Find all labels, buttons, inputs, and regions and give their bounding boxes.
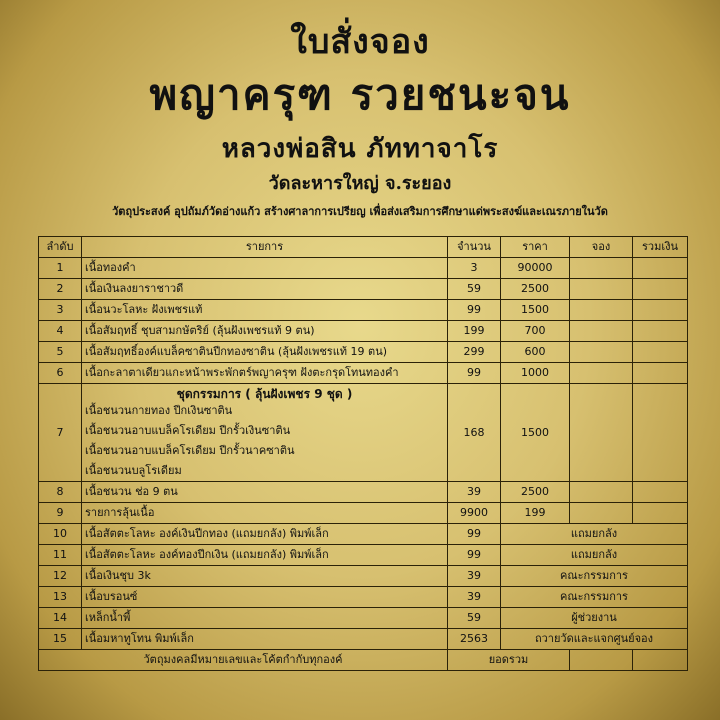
table-row (39, 279, 688, 300)
row-qty: 3 (448, 258, 501, 279)
row-no: 11 (39, 545, 82, 566)
row-item: เนื้อสัตตะโลหะ องค์ทองปีกเงิน (แถมยกลัง) พิมพ์เล็ก (82, 545, 448, 566)
row-qty: 199 (448, 321, 501, 342)
footer-note: วัตถุมงคลมีหมายเลขและโค้ตกำกับทุกองค์ (39, 650, 448, 671)
row-item: เนื้อมหาทูโทน พิมพ์เล็ก (82, 629, 448, 650)
table-row (39, 258, 688, 279)
row-no: 4 (39, 321, 82, 342)
row-item: เนื้อชนวน ช่อ 9 ตน (82, 482, 448, 503)
row-note: คณะกรรมการ (501, 566, 688, 587)
row-price: 199 (501, 503, 570, 524)
total-cell[interactable] (633, 384, 688, 482)
grand-total-cell[interactable] (633, 650, 688, 671)
row-no: 7 (39, 384, 82, 482)
row-no: 9 (39, 503, 82, 524)
table-row (39, 629, 688, 650)
row-qty: 299 (448, 342, 501, 363)
total-cell[interactable] (633, 258, 688, 279)
row-no: 15 (39, 629, 82, 650)
header-no: ลำดับ (39, 237, 82, 258)
table-row-set (39, 384, 688, 482)
form-title: ใบสั่งจอง (290, 22, 430, 62)
total-cell[interactable] (633, 300, 688, 321)
row-item: เหล็กน้ำพี้ (82, 608, 448, 629)
row-qty: 168 (448, 384, 501, 482)
row-no: 3 (39, 300, 82, 321)
row-no: 2 (39, 279, 82, 300)
set-title: ชุดกรรมการ ( ลุ้นฝังเพชร 9 ชุด ) (176, 387, 353, 401)
total-cell[interactable] (633, 342, 688, 363)
row-no: 5 (39, 342, 82, 363)
set-line: เนื้อชนวนบลูโรเดียม (85, 464, 182, 477)
table-row (39, 587, 688, 608)
row-no: 12 (39, 566, 82, 587)
row-price: 1000 (501, 363, 570, 384)
header-total: รวมเงิน (633, 237, 688, 258)
row-no: 13 (39, 587, 82, 608)
row-price: 600 (501, 342, 570, 363)
table-row (39, 321, 688, 342)
table-row (39, 482, 688, 503)
order-table (38, 236, 688, 671)
row-qty: 39 (448, 566, 501, 587)
table-row (39, 342, 688, 363)
reserve-cell[interactable] (570, 300, 633, 321)
row-price: 1500 (501, 384, 570, 482)
set-line: เนื้อชนวนอาบแบล็คโรเดียม ปีกรั้วนาคซาติน (85, 444, 295, 457)
reserve-cell[interactable] (570, 258, 633, 279)
row-no: 8 (39, 482, 82, 503)
table-header-row (39, 237, 688, 258)
total-cell[interactable] (633, 503, 688, 524)
row-qty: 99 (448, 300, 501, 321)
row-item: เนื้อทองคำ (82, 258, 448, 279)
row-qty: 99 (448, 524, 501, 545)
row-qty: 39 (448, 482, 501, 503)
row-item: เนื้อนวะโลหะ ฝังเพชรแท้ (82, 300, 448, 321)
header-reserve: จอง (570, 237, 633, 258)
row-item: เนื้อเงินชุบ 3k (82, 566, 448, 587)
row-price: 700 (501, 321, 570, 342)
set-line: เนื้อชนวนกายทอง ปีกเงินซาติน (85, 404, 233, 417)
reserve-cell[interactable] (570, 482, 633, 503)
row-item: เนื้อบรอนซ์ (82, 587, 448, 608)
row-qty: 9900 (448, 503, 501, 524)
row-note: คณะกรรมการ (501, 587, 688, 608)
total-cell[interactable] (633, 321, 688, 342)
total-label: ยอดรวม (448, 650, 570, 671)
row-qty: 99 (448, 545, 501, 566)
row-price: 2500 (501, 482, 570, 503)
table-row (39, 503, 688, 524)
purpose-text: วัตถุประสงค์ อุปถัมภ์วัดอ่างแก้ว สร้างศาลาการเปรียญ เพื่อส่งเสริมการศึกษาแด่พระสงฆ์และเณรภายในวัด (112, 205, 608, 218)
reserve-cell[interactable] (570, 279, 633, 300)
header-item: รายการ (82, 237, 448, 258)
set-items-cell (82, 384, 448, 482)
table-row (39, 300, 688, 321)
row-qty: 2563 (448, 629, 501, 650)
total-cell[interactable] (633, 363, 688, 384)
reserve-cell[interactable] (570, 503, 633, 524)
row-price: 2500 (501, 279, 570, 300)
table-row (39, 545, 688, 566)
total-cell[interactable] (633, 482, 688, 503)
row-qty: 59 (448, 279, 501, 300)
grand-total-reserve-cell[interactable] (570, 650, 633, 671)
header-qty: จำนวน (448, 237, 501, 258)
table-footer-row (39, 650, 688, 671)
row-item: เนื้อสัมฤทธิ์ ชุบสามกษัตริย์ (ลุ้นฝังเพชรแท้ 9 ตน) (82, 321, 448, 342)
table-row (39, 363, 688, 384)
row-no: 10 (39, 524, 82, 545)
row-item: เนื้อกะลาตาเดียวแกะหน้าพระพักตร์พญาครุฑ ฝังตะกรุดโทนทองคำ (82, 363, 448, 384)
reserve-cell[interactable] (570, 363, 633, 384)
row-no: 14 (39, 608, 82, 629)
header-price: ราคา (501, 237, 570, 258)
row-item: รายการลุ้นเนื้อ (82, 503, 448, 524)
temple-name: วัดละหารใหญ่ จ.ระยอง (268, 173, 452, 194)
row-item: เนื้อเงินลงยาราชาวดี (82, 279, 448, 300)
row-qty: 39 (448, 587, 501, 608)
reserve-cell[interactable] (570, 384, 633, 482)
row-item: เนื้อสัตตะโลหะ องค์เงินปีกทอง (แถมยกลัง) พิมพ์เล็ก (82, 524, 448, 545)
row-qty: 99 (448, 363, 501, 384)
row-no: 6 (39, 363, 82, 384)
row-note: แถมยกลัง (501, 545, 688, 566)
total-cell[interactable] (633, 279, 688, 300)
row-note: ถวายวัดและแจกศูนย์จอง (501, 629, 688, 650)
row-item: เนื้อสัมฤทธิ์องค์แบล็คซาตินปีกทองซาติน (ลุ้นฝังเพชรแท้ 19 ตน) (82, 342, 448, 363)
row-price: 90000 (501, 258, 570, 279)
reserve-cell[interactable] (570, 342, 633, 363)
table-row (39, 608, 688, 629)
set-line: เนื้อชนวนอาบแบล็คโรเดียม ปีกรั้วเงินซาติน (85, 424, 291, 437)
row-price: 1500 (501, 300, 570, 321)
row-no: 1 (39, 258, 82, 279)
reserve-cell[interactable] (570, 321, 633, 342)
row-qty: 59 (448, 608, 501, 629)
table-row (39, 566, 688, 587)
row-note: แถมยกลัง (501, 524, 688, 545)
row-note: ผู้ช่วยงาน (501, 608, 688, 629)
monk-name: หลวงพ่อสิน ภัททาจาโร (221, 134, 499, 164)
amulet-name: พญาครุฑ รวยชนะจน (149, 70, 571, 119)
table-row (39, 524, 688, 545)
